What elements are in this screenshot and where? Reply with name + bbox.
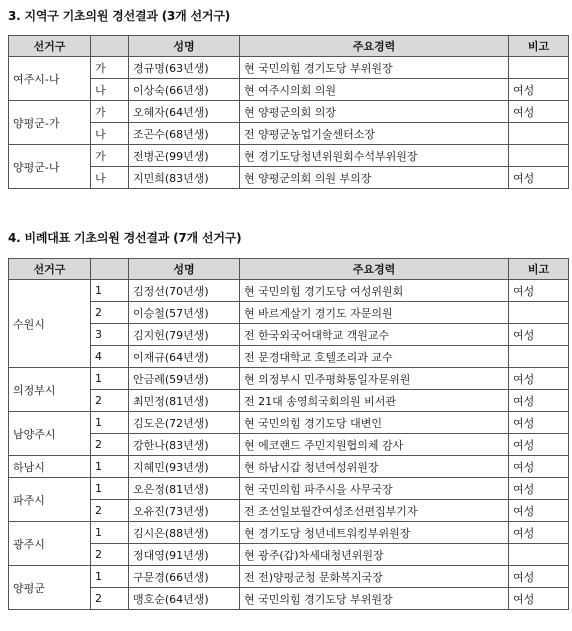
- table-header-row: [9, 36, 569, 57]
- table-row: [9, 566, 569, 588]
- note-cell: 여성: [509, 456, 569, 478]
- note-cell: 여성: [509, 500, 569, 522]
- number-cell: 2: [91, 500, 129, 522]
- header-note: 비고: [509, 259, 569, 280]
- header-number: [91, 259, 129, 280]
- career-cell: 현 양평군의회 의장: [240, 101, 509, 123]
- career-cell: 현 의정부시 민주평화통일자문위원: [240, 368, 509, 390]
- proportional-results-table: [8, 258, 569, 610]
- note-cell: 여성: [509, 566, 569, 588]
- number-cell: 4: [91, 346, 129, 368]
- career-cell: 현 여주시의회 의원: [240, 79, 509, 101]
- career-cell: 현 경기도당청년위원회수석부위원장: [240, 145, 509, 167]
- note-cell: [509, 544, 569, 566]
- proportional-results-body: [9, 280, 569, 610]
- career-cell: 현 에코랜드 주민지원협의체 감사: [240, 434, 509, 456]
- table-row: [9, 522, 569, 544]
- header-district: 선거구: [9, 36, 91, 57]
- number-cell: 2: [91, 588, 129, 610]
- table-row: [9, 280, 569, 302]
- career-cell: 전 양평군농업기술센터소장: [240, 123, 509, 145]
- career-cell: 전 문경대학교 호텔조리과 교수: [240, 346, 509, 368]
- note-cell: 여성: [509, 390, 569, 412]
- district-cell: 양평군-가: [9, 101, 91, 145]
- district-cell: 양평군: [9, 566, 91, 610]
- name-cell: 조곤수(68년생): [129, 123, 240, 145]
- district-cell: 광주시: [9, 522, 91, 566]
- number-cell: 1: [91, 412, 129, 434]
- number-cell: 3: [91, 324, 129, 346]
- table-row: [9, 368, 569, 390]
- name-cell: 김지헌(79년생): [129, 324, 240, 346]
- name-cell: 강한나(83년생): [129, 434, 240, 456]
- table-row: [9, 390, 569, 412]
- header-career: 주요경력: [240, 36, 509, 57]
- note-cell: 여성: [509, 522, 569, 544]
- note-cell: 여성: [509, 588, 569, 610]
- table-row: [9, 324, 569, 346]
- table-row: [9, 57, 569, 79]
- name-cell: 김시은(88년생): [129, 522, 240, 544]
- name-cell: 이재규(64년생): [129, 346, 240, 368]
- career-cell: 현 하남시갑 청년여성위원장: [240, 456, 509, 478]
- number-cell: 1: [91, 478, 129, 500]
- name-cell: 이승철(57년생): [129, 302, 240, 324]
- name-cell: 경규명(63년생): [129, 57, 240, 79]
- note-cell: 여성: [509, 167, 569, 189]
- number-cell: 가: [91, 145, 129, 167]
- table-row: [9, 167, 569, 189]
- number-cell: 나: [91, 79, 129, 101]
- header-career: 주요경력: [240, 259, 509, 280]
- name-cell: 오은정(81년생): [129, 478, 240, 500]
- district-cell: 하남시: [9, 456, 91, 478]
- number-cell: 2: [91, 302, 129, 324]
- note-cell: 여성: [509, 368, 569, 390]
- name-cell: 맹호순(64년생): [129, 588, 240, 610]
- career-cell: 현 국민의힘 경기도당 부위원장: [240, 57, 509, 79]
- number-cell: 가: [91, 101, 129, 123]
- district-cell: 파주시: [9, 478, 91, 522]
- career-cell: 전 한국외국어대학교 객원교수: [240, 324, 509, 346]
- note-cell: 여성: [509, 101, 569, 123]
- career-cell: 전 21대 송영희국회의원 비서관: [240, 390, 509, 412]
- table-row: [9, 588, 569, 610]
- name-cell: 오혜자(64년생): [129, 101, 240, 123]
- header-note: 비고: [509, 36, 569, 57]
- name-cell: 안금례(59년생): [129, 368, 240, 390]
- number-cell: 1: [91, 280, 129, 302]
- number-cell: 1: [91, 456, 129, 478]
- career-cell: 현 바르게살기 경기도 자문의원: [240, 302, 509, 324]
- career-cell: 전 전)양평군청 문화복지국장: [240, 566, 509, 588]
- table-row: [9, 145, 569, 167]
- table-header-row: [9, 259, 569, 280]
- district-results-body: [9, 57, 569, 189]
- number-cell: 2: [91, 544, 129, 566]
- district-cell: 여주시-나: [9, 57, 91, 101]
- header-name: 성명: [129, 36, 240, 57]
- note-cell: [509, 302, 569, 324]
- name-cell: 전병곤(99년생): [129, 145, 240, 167]
- note-cell: 여성: [509, 324, 569, 346]
- note-cell: 여성: [509, 434, 569, 456]
- header-number: [91, 36, 129, 57]
- name-cell: 최민정(81년생): [129, 390, 240, 412]
- career-cell: 현 양평군의회 의원 부의장: [240, 167, 509, 189]
- note-cell: [509, 346, 569, 368]
- name-cell: 지혜민(93년생): [129, 456, 240, 478]
- section-3-heading: 3. 지역구 기초의원 경선결과 (3개 선거구): [8, 9, 230, 23]
- number-cell: 나: [91, 123, 129, 145]
- note-cell: 여성: [509, 412, 569, 434]
- number-cell: 가: [91, 57, 129, 79]
- number-cell: 1: [91, 566, 129, 588]
- name-cell: 김도은(72년생): [129, 412, 240, 434]
- name-cell: 김정선(70년생): [129, 280, 240, 302]
- header-district: 선거구: [9, 259, 91, 280]
- table-row: [9, 544, 569, 566]
- name-cell: 정대영(91년생): [129, 544, 240, 566]
- name-cell: 구문경(66년생): [129, 566, 240, 588]
- district-cell: 수원시: [9, 280, 91, 368]
- table-row: [9, 79, 569, 101]
- table-row: [9, 434, 569, 456]
- number-cell: 1: [91, 368, 129, 390]
- section-4-heading: 4. 비례대표 기초의원 경선결과 (7개 선거구): [8, 231, 242, 245]
- name-cell: 이상숙(66년생): [129, 79, 240, 101]
- career-cell: 현 국민의힘 경기도당 여성위원회: [240, 280, 509, 302]
- number-cell: 2: [91, 390, 129, 412]
- district-cell: 양평군-나: [9, 145, 91, 189]
- table-row: [9, 412, 569, 434]
- note-cell: 여성: [509, 478, 569, 500]
- name-cell: 오유진(73년생): [129, 500, 240, 522]
- district-results-table: [8, 35, 569, 189]
- table-row: [9, 478, 569, 500]
- note-cell: [509, 57, 569, 79]
- career-cell: 현 국민의힘 경기도당 부위원장: [240, 588, 509, 610]
- note-cell: 여성: [509, 280, 569, 302]
- table-row: [9, 302, 569, 324]
- career-cell: 현 국민의힘 파주시을 사무국장: [240, 478, 509, 500]
- career-cell: 전 조선일보월간여성조선편집부기자: [240, 500, 509, 522]
- number-cell: 나: [91, 167, 129, 189]
- note-cell: 여성: [509, 79, 569, 101]
- district-cell: 남양주시: [9, 412, 91, 456]
- note-cell: [509, 123, 569, 145]
- table-row: [9, 101, 569, 123]
- career-cell: 현 경기도당 청년네트워킹부위원장: [240, 522, 509, 544]
- table-row: [9, 123, 569, 145]
- header-name: 성명: [129, 259, 240, 280]
- district-cell: 의정부시: [9, 368, 91, 412]
- table-row: [9, 500, 569, 522]
- career-cell: 현 국민의힘 경기도당 대변인: [240, 412, 509, 434]
- number-cell: 2: [91, 434, 129, 456]
- table-row: [9, 456, 569, 478]
- number-cell: 1: [91, 522, 129, 544]
- career-cell: 현 광주(갑)차세대청년위원장: [240, 544, 509, 566]
- name-cell: 지민희(83년생): [129, 167, 240, 189]
- note-cell: [509, 145, 569, 167]
- table-row: [9, 346, 569, 368]
